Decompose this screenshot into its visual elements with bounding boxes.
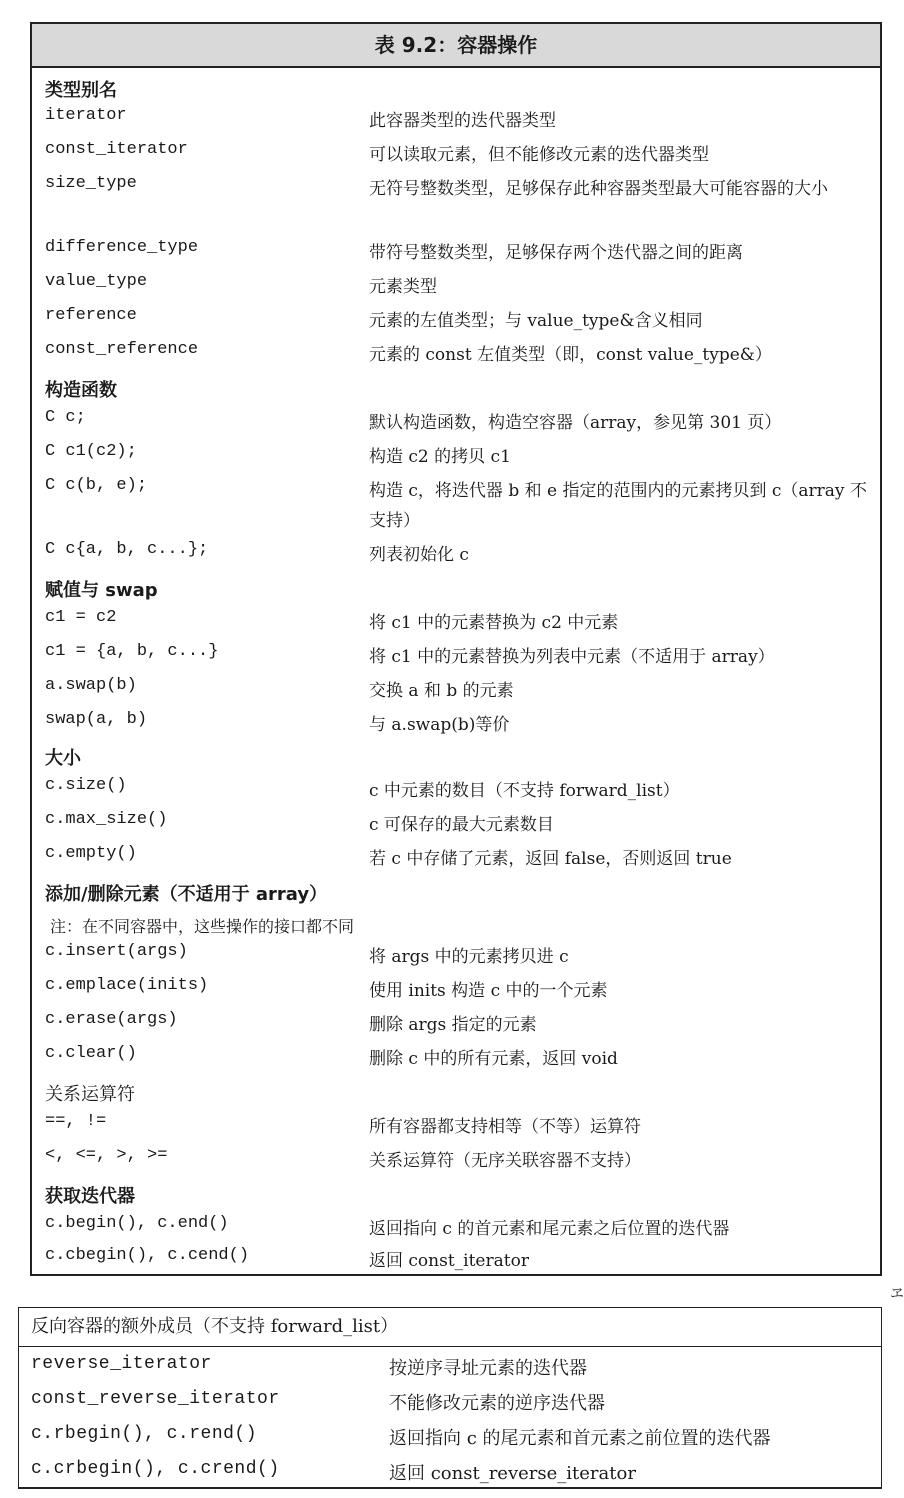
section-iterators: 获取迭代器 xyxy=(45,1186,135,1207)
row-desc: 将 c1 中的元素替换为 c2 中元素 xyxy=(369,613,619,633)
section-constructors: 构造函数 xyxy=(45,380,117,401)
row-desc: 按逆序寻址元素的迭代器 xyxy=(389,1358,587,1379)
section-relational: 关系运算符 xyxy=(45,1084,135,1105)
row-desc: 构造 c，将迭代器 b 和 e 指定的范围内的元素拷贝到 c（array 不支持） xyxy=(369,481,867,531)
row-key: a.swap(b) xyxy=(45,676,137,695)
row-key: C c(b, e); xyxy=(45,476,148,495)
row-key: iterator xyxy=(45,106,127,125)
row-key: C c1(c2); xyxy=(45,442,137,461)
row-desc: 构造 c2 的拷贝 c1 xyxy=(369,447,511,467)
row-key: c.max_size() xyxy=(45,810,168,829)
row-key: const_iterator xyxy=(45,140,188,159)
margin-mark: ヱ xyxy=(890,1286,904,1302)
row-key: swap(a, b) xyxy=(45,710,148,729)
row-key: c.clear() xyxy=(45,1044,137,1063)
row-desc: 删除 args 指定的元素 xyxy=(369,1015,537,1035)
row-desc: 将 c1 中的元素替换为列表中元素（不适用于 array） xyxy=(369,647,775,667)
row-key: C c; xyxy=(45,408,86,427)
row-key: c.empty() xyxy=(45,844,137,863)
row-key: value_type xyxy=(45,272,148,291)
row-key: <, <=, >, >= xyxy=(45,1146,168,1165)
row-desc: 无符号整数类型，足够保存此种容器类型最大可能容器的大小 xyxy=(369,179,828,199)
row-key: ==, != xyxy=(45,1112,107,1131)
row-desc: 与 a.swap(b)等价 xyxy=(369,715,510,735)
row-desc: 此容器类型的迭代器类型 xyxy=(369,111,556,131)
row-desc: 若 c 中存储了元素，返回 false，否则返回 true xyxy=(369,849,732,869)
row-key: reference xyxy=(45,306,137,325)
row-desc: 交换 a 和 b 的元素 xyxy=(369,681,514,701)
reverse-table-heading: 反向容器的额外成员（不支持 forward_list） xyxy=(19,1308,881,1347)
row-desc: 所有容器都支持相等（不等）运算符 xyxy=(369,1117,641,1137)
row-key: c.cbegin(), c.cend() xyxy=(45,1246,250,1265)
row-desc: c 中元素的数目（不支持 forward_list） xyxy=(369,781,680,801)
row-key: c.emplace(inits) xyxy=(45,976,209,995)
row-desc: 元素类型 xyxy=(369,277,437,297)
row-key: c.crbegin(), c.crend() xyxy=(31,1459,280,1479)
row-key: c1 = c2 xyxy=(45,608,117,627)
row-desc: 将 args 中的元素拷贝进 c xyxy=(369,947,569,967)
row-key: c.insert(args) xyxy=(45,942,188,961)
row-desc: 元素的左值类型；与 value_type&含义相同 xyxy=(369,311,703,331)
row-desc: 返回指向 c 的首元素和尾元素之后位置的迭代器 xyxy=(369,1219,730,1239)
container-operations-table xyxy=(30,22,882,1276)
section-add-remove: 添加/删除元素（不适用于 array） xyxy=(45,884,328,905)
row-desc: 列表初始化 c xyxy=(369,545,469,565)
row-key: c.begin(), c.end() xyxy=(45,1214,229,1233)
row-key: C c{a, b, c...}; xyxy=(45,540,209,559)
row-desc: 返回指向 c 的尾元素和首元素之前位置的迭代器 xyxy=(389,1428,771,1449)
row-desc: 元素的 const 左值类型（即，const value_type&） xyxy=(369,345,772,365)
reverse-container-table xyxy=(18,1307,882,1489)
row-key: difference_type xyxy=(45,238,199,257)
row-desc: 返回 const_reverse_iterator xyxy=(389,1463,636,1484)
row-key: const_reverse_iterator xyxy=(31,1389,280,1409)
row-desc: 带符号整数类型，足够保存两个迭代器之间的距离 xyxy=(369,243,743,263)
row-desc: c 可保存的最大元素数目 xyxy=(369,815,554,835)
section-type-aliases: 类型别名 xyxy=(45,80,117,101)
row-key: c.erase(args) xyxy=(45,1010,178,1029)
row-key: c.size() xyxy=(45,776,127,795)
row-key: reverse_iterator xyxy=(31,1354,212,1374)
row-desc: 关系运算符（无序关联容器不支持） xyxy=(369,1151,641,1171)
row-desc: 返回 const_iterator xyxy=(369,1251,529,1271)
table-title: 表 9.2：容器操作 xyxy=(32,24,880,68)
row-key: size_type xyxy=(45,174,137,193)
row-key: c1 = {a, b, c...} xyxy=(45,642,219,661)
section-assign-swap: 赋值与 swap xyxy=(45,580,158,601)
row-desc: 使用 inits 构造 c 中的一个元素 xyxy=(369,981,608,1001)
row-desc: 不能修改元素的逆序迭代器 xyxy=(389,1393,605,1414)
row-desc: 可以读取元素，但不能修改元素的迭代器类型 xyxy=(369,145,709,165)
row-desc: 默认构造函数，构造空容器（array，参见第 301 页） xyxy=(369,413,782,433)
row-desc: 删除 c 中的所有元素，返回 void xyxy=(369,1049,618,1069)
section-note: 注：在不同容器中，这些操作的接口都不同 xyxy=(50,917,355,936)
row-key: c.rbegin(), c.rend() xyxy=(31,1424,258,1444)
row-key: const_reference xyxy=(45,340,199,359)
section-size: 大小 xyxy=(45,748,81,769)
